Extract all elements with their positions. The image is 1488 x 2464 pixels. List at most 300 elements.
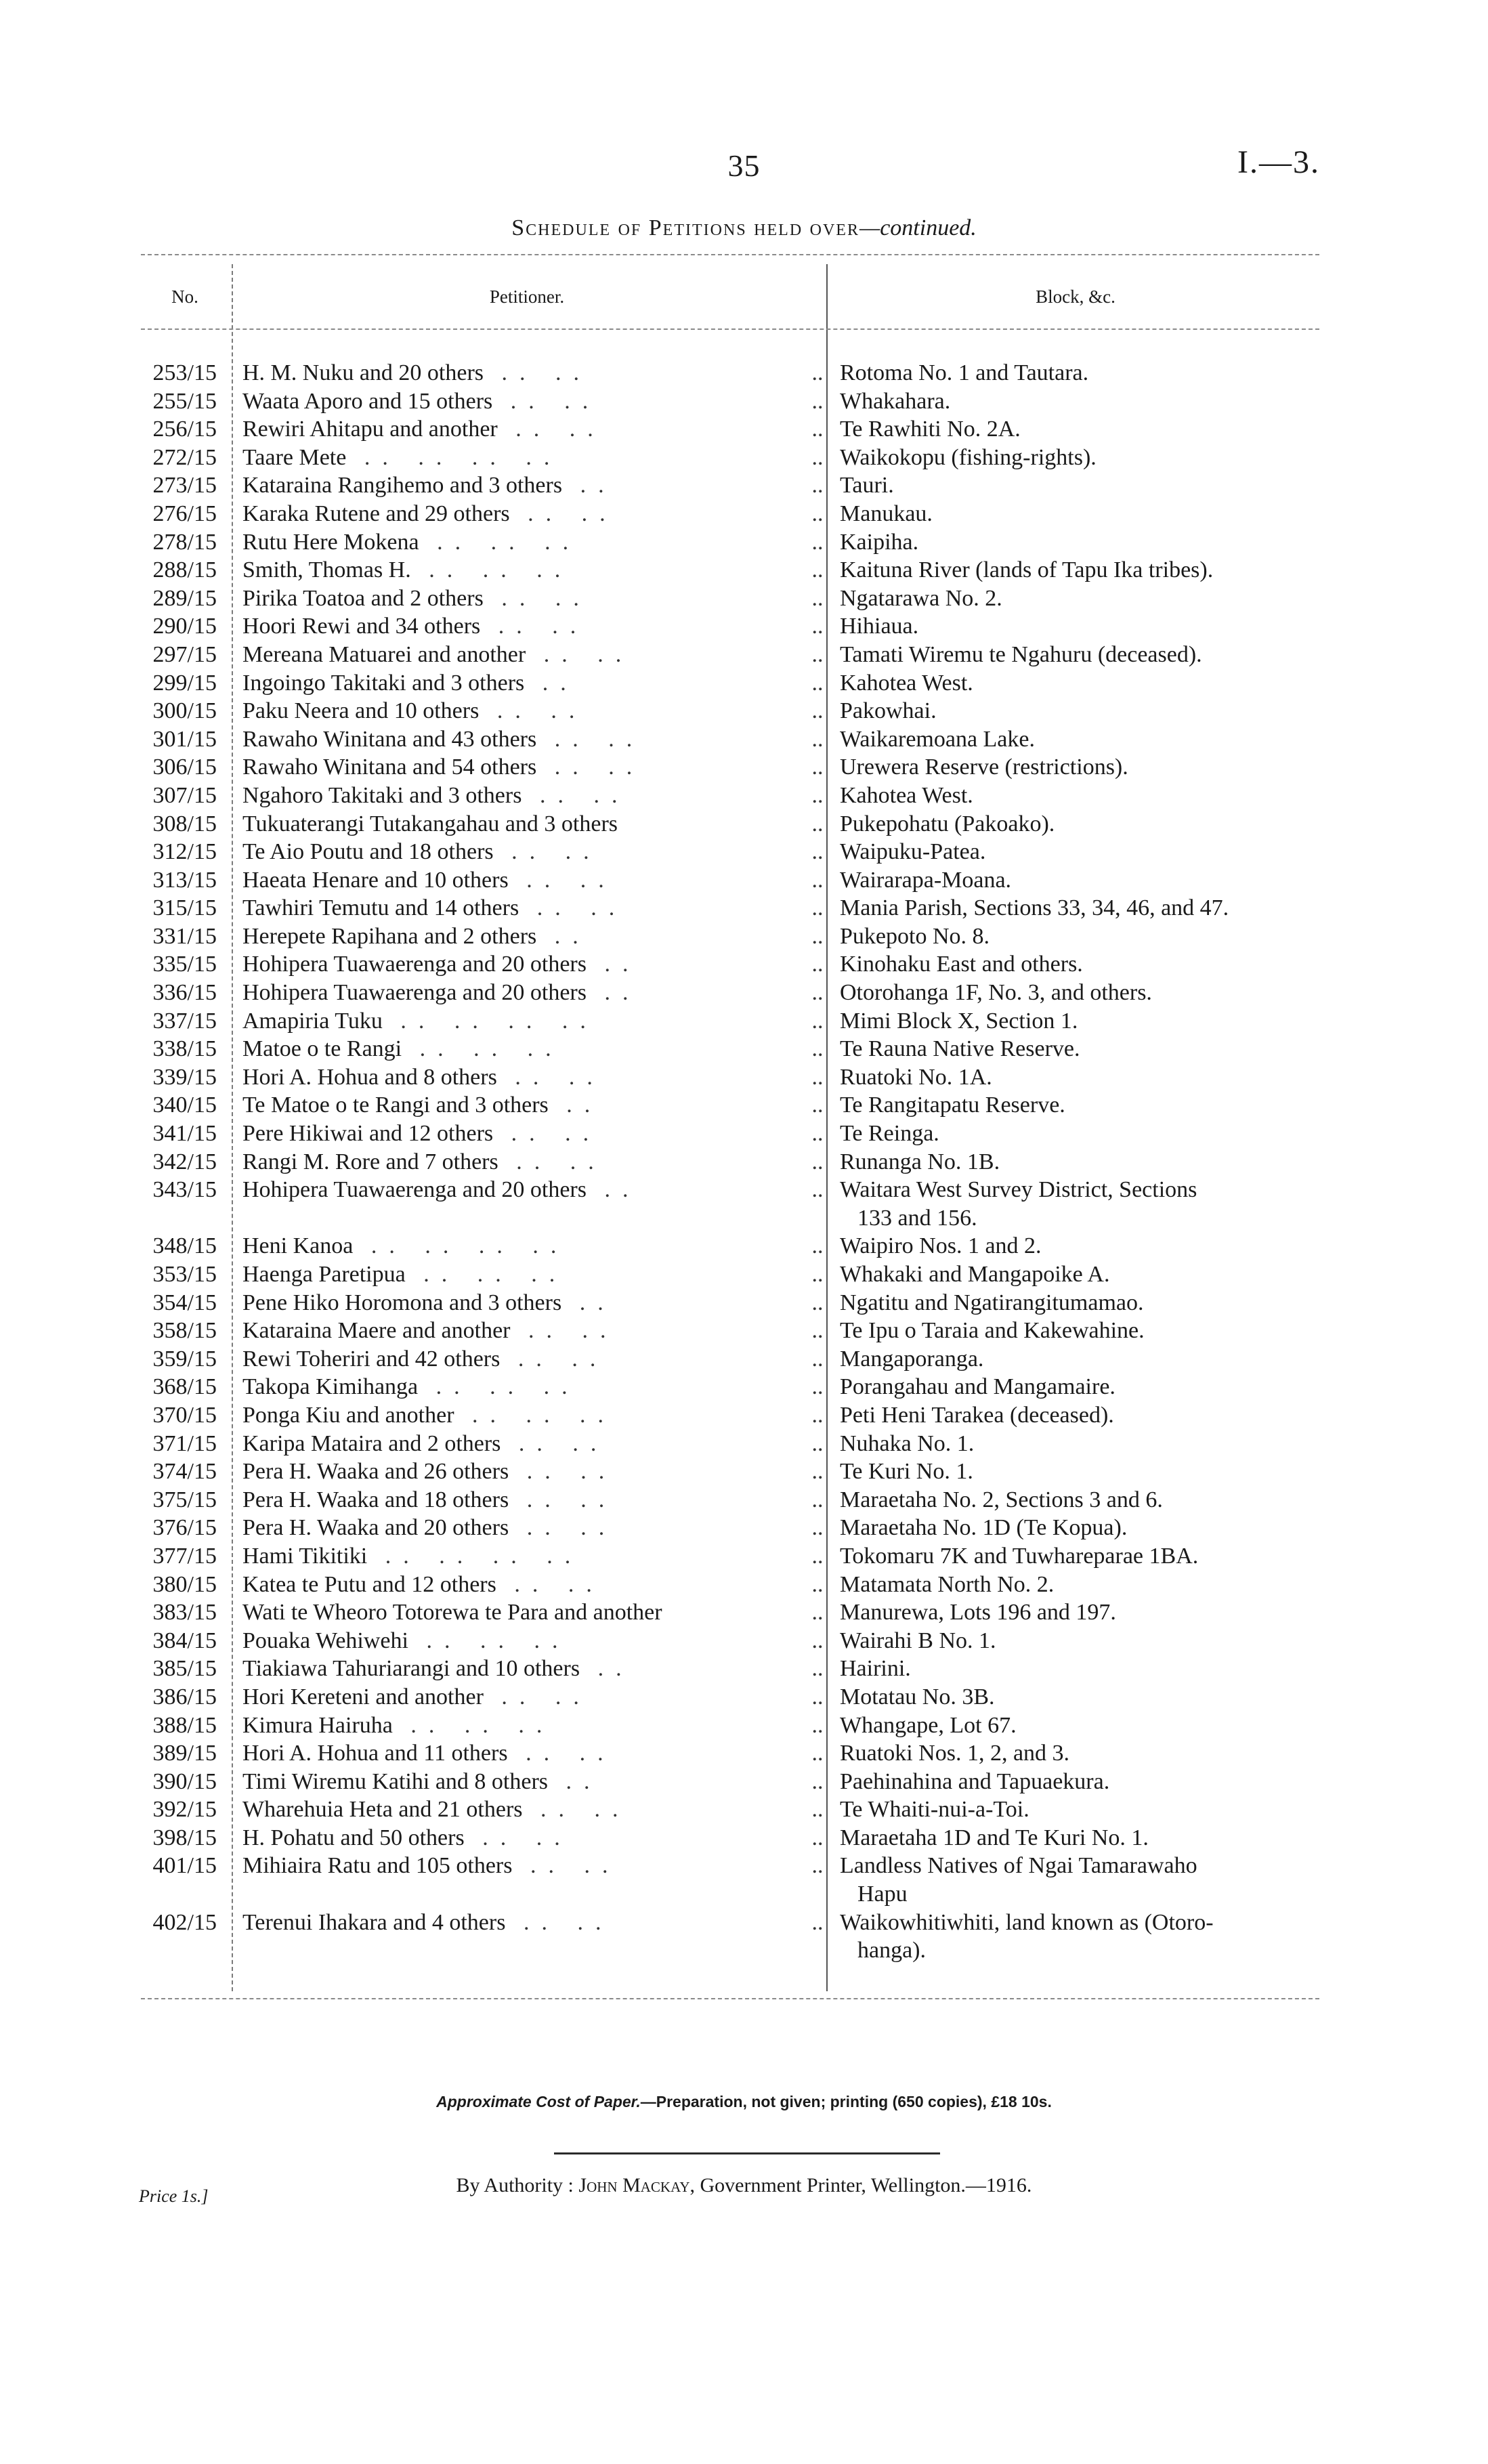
block-description: Tamati Wiremu te Ngahuru (deceased).	[840, 641, 1202, 667]
petitioner-name: Mihiaira Ratu and 105 others	[242, 1853, 513, 1879]
petitioner-name: Pera H. Waaka and 20 others	[242, 1515, 509, 1541]
petition-number: 402/15	[152, 1909, 217, 1935]
table-row	[141, 1909, 1319, 1965]
dot-leaders: .. ..	[493, 839, 601, 865]
petition-number: 384/15	[152, 1628, 217, 1653]
petitioner-name: Smith, Thomas H.	[242, 557, 411, 583]
dot-leaders: .. ..	[509, 1459, 617, 1485]
petitioner-cell	[217, 1514, 809, 1542]
table-row	[141, 1655, 1319, 1683]
dot-leaders: .. ..	[497, 417, 605, 442]
row-dot-leader: ..	[811, 1262, 824, 1287]
petition-number: 371/15	[152, 1430, 217, 1456]
block-cell	[826, 1035, 1332, 1063]
petitioner-cell	[217, 1852, 809, 1908]
row-dot-leader: ..	[811, 1768, 824, 1794]
block-description: Te Ipu o Taraia and Kakewahine.	[840, 1318, 1145, 1344]
block-cell	[826, 1627, 1332, 1655]
row-dot-leader: ..	[811, 1430, 824, 1456]
row-dot-leader: ..	[811, 444, 824, 470]
petitioner-cell	[217, 1345, 809, 1374]
dot-leaders: .. ..	[498, 1149, 606, 1174]
block-description: Whakahara.	[840, 388, 951, 414]
table-row	[141, 1035, 1319, 1063]
petitioner-name: Ngahoro Takitaki and 3 others	[242, 782, 522, 808]
dot-leaders: .. ..	[509, 1487, 617, 1512]
block-cell	[826, 979, 1332, 1007]
petitioner-name: Timi Wiremu Katihi and 8 others	[242, 1768, 548, 1794]
row-dot-leader: ..	[811, 698, 824, 724]
petitioner-name: Waata Aporo and 15 others	[242, 388, 493, 414]
block-cell	[826, 1683, 1332, 1712]
block-description: Pukepohatu (Pakoako).	[840, 811, 1055, 836]
block-cell	[826, 1007, 1332, 1036]
dot-leaders: .. ..	[479, 698, 587, 724]
petition-number: 255/15	[152, 388, 217, 414]
block-cell	[826, 1542, 1332, 1571]
petitioner-cell	[217, 1091, 809, 1120]
block-cell	[826, 1571, 1332, 1599]
block-description: Urewera Reserve (restrictions).	[840, 755, 1128, 780]
block-cell	[826, 415, 1332, 444]
petitioner-cell	[217, 979, 809, 1007]
petition-number: 383/15	[152, 1600, 217, 1626]
block-cell	[826, 1148, 1332, 1176]
petitioner-cell	[217, 1289, 809, 1317]
table-row	[141, 359, 1319, 387]
block-description: Wairarapa-Moana.	[840, 867, 1012, 893]
table-row	[141, 444, 1319, 472]
petition-number: 335/15	[152, 952, 217, 977]
petitioner-name: Tiakiawa Tahuriarangi and 10 others	[242, 1656, 580, 1682]
petition-number: 388/15	[152, 1712, 217, 1738]
petition-number: 380/15	[152, 1571, 217, 1597]
petition-number: 398/15	[152, 1825, 217, 1850]
block-description: Ngatitu and Ngatirangitumamao.	[840, 1290, 1144, 1315]
block-description: Tokomaru 7K and Tuwhareparae 1BA.	[840, 1543, 1199, 1569]
block-cell	[826, 528, 1332, 557]
schedule-title-main: Schedule of Petitions held over	[511, 215, 859, 240]
petition-number: 359/15	[152, 1346, 217, 1372]
block-description: Porangahau and Mangamaire.	[840, 1374, 1115, 1400]
block-cell	[826, 1120, 1332, 1148]
row-dot-leader: ..	[811, 614, 824, 639]
block-description: Mania Parish, Sections 33, 34, 46, and 47.	[840, 895, 1229, 921]
petition-number: 336/15	[152, 980, 217, 1006]
block-description: Nuhaka No. 1.	[840, 1430, 975, 1456]
row-dot-leader: ..	[811, 1656, 824, 1682]
table-row	[141, 922, 1319, 951]
petitioner-cell	[217, 669, 809, 698]
petitioner-name: Pera H. Waaka and 18 others	[242, 1487, 509, 1512]
table-row	[141, 950, 1319, 979]
block-description: Pukepoto No. 8.	[840, 923, 990, 949]
block-cell	[826, 894, 1332, 922]
petitioner-name: Rangi M. Rore and 7 others	[242, 1149, 498, 1174]
petitioner-cell	[217, 359, 809, 387]
petitioner-name: H. M. Nuku and 20 others	[242, 360, 484, 385]
petitioner-name: Katea te Putu and 12 others	[242, 1571, 496, 1597]
petitioner-cell	[217, 1598, 809, 1627]
petition-number: 374/15	[152, 1459, 217, 1485]
petitioner-cell	[217, 894, 809, 922]
petition-number: 272/15	[152, 444, 217, 470]
block-description: Pakowhai.	[840, 698, 937, 724]
petition-number: 289/15	[152, 585, 217, 611]
petitioner-cell	[217, 556, 809, 585]
row-dot-leader: ..	[811, 755, 824, 780]
petitioner-name: Pera H. Waaka and 26 others	[242, 1459, 509, 1485]
petitioner-cell	[217, 612, 809, 641]
row-dot-leader: ..	[811, 360, 824, 385]
petitioner-cell	[217, 1739, 809, 1768]
block-description: Te Whaiti-nui-a-Toi.	[840, 1797, 1029, 1823]
dot-leaders: ..	[580, 1656, 634, 1682]
petitioner-name: Rewiri Ahitapu and another	[242, 417, 498, 442]
petition-number: 276/15	[152, 501, 217, 526]
table-row	[141, 1430, 1319, 1458]
petitioner-name: Kataraina Rangihemo and 3 others	[242, 473, 563, 498]
petitioner-name: Tawhiri Temutu and 14 others	[242, 895, 519, 921]
block-description: Runanga No. 1B.	[840, 1149, 1000, 1174]
column-header-no: No.	[171, 286, 198, 307]
table-row	[141, 387, 1319, 416]
block-description: Hairini.	[840, 1656, 911, 1682]
table-row	[141, 641, 1319, 669]
block-cell	[826, 782, 1332, 810]
block-description: Whakaki and Mangapoike A.	[840, 1262, 1110, 1287]
petitioner-cell	[217, 415, 809, 444]
petition-number: 300/15	[152, 698, 217, 724]
block-description: Maraetaha No. 2, Sections 3 and 6.	[840, 1487, 1163, 1512]
block-cell	[826, 1345, 1332, 1374]
dot-leaders: ..	[586, 952, 641, 977]
petitioner-cell	[217, 471, 809, 500]
table-row	[141, 556, 1319, 585]
block-cell	[826, 585, 1332, 613]
table-row	[141, 585, 1319, 613]
block-cell	[826, 1852, 1332, 1908]
table-row	[141, 979, 1319, 1007]
row-dot-leader: ..	[811, 895, 824, 921]
petitioner-cell	[217, 810, 809, 838]
petitioner-cell	[217, 922, 809, 951]
dot-leaders: .. ..	[496, 1064, 605, 1090]
dot-leaders: .. ..	[501, 1430, 609, 1456]
block-cell	[826, 387, 1332, 416]
row-dot-leader: ..	[811, 501, 824, 526]
table-row	[141, 1683, 1319, 1712]
row-dot-leader: ..	[811, 641, 824, 667]
petitioner-name: Pere Hikiwai and 12 others	[242, 1121, 494, 1147]
block-description: Hihiaua.	[840, 614, 919, 639]
dot-leaders: .. ..	[508, 867, 616, 893]
table-row	[141, 894, 1319, 922]
table-row	[141, 528, 1319, 557]
block-cell	[826, 1373, 1332, 1401]
table-row	[141, 1768, 1319, 1796]
row-dot-leader: ..	[811, 1008, 824, 1034]
block-cell	[826, 1317, 1332, 1345]
printer-imprint	[0, 2174, 1488, 2197]
petitioner-cell	[217, 500, 809, 528]
dot-leaders: .. .. .. ..	[346, 444, 562, 470]
petitioner-cell	[217, 753, 809, 782]
petition-number: 338/15	[152, 1036, 217, 1062]
dot-leaders: .. .. .. ..	[367, 1543, 583, 1569]
row-dot-leader: ..	[811, 1346, 824, 1372]
table-row	[141, 1289, 1319, 1317]
block-cell	[826, 500, 1332, 528]
cost-note-text: —Preparation, not given; printing (650 copies), £18 10s.	[640, 2093, 1052, 2110]
row-dot-leader: ..	[811, 1374, 824, 1400]
block-description: Te Rawhiti No. 2A.	[840, 417, 1021, 442]
block-cell	[826, 697, 1332, 725]
block-description: Paehinahina and Tapuaekura.	[840, 1768, 1110, 1794]
petition-number: 288/15	[152, 557, 217, 583]
block-description: Wairahi B No. 1.	[840, 1628, 996, 1653]
block-description: Maraetaha No. 1D (Te Kopua).	[840, 1515, 1128, 1541]
petition-number: 301/15	[152, 726, 217, 752]
petitioner-name: Hohipera Tuawaerenga and 20 others	[242, 952, 587, 977]
row-dot-leader: ..	[811, 1600, 824, 1626]
block-description: Waitara West Survey District, Sections	[840, 1177, 1197, 1203]
row-dot-leader: ..	[811, 952, 824, 977]
petitioner-cell	[217, 1317, 809, 1345]
row-dot-leader: ..	[811, 1825, 824, 1850]
block-description: Kaipiha.	[840, 529, 919, 555]
row-dot-leader: ..	[811, 839, 824, 865]
block-description: Mangaporanga.	[840, 1346, 984, 1372]
block-cell	[826, 1176, 1332, 1232]
block-description: Te Kuri No. 1.	[840, 1459, 973, 1485]
row-dot-leader: ..	[811, 1712, 824, 1738]
petitioner-name: Rawaho Winitana and 54 others	[242, 755, 537, 780]
petitioner-cell	[217, 697, 809, 725]
petition-number: 389/15	[152, 1741, 217, 1766]
dot-leaders: .. ..	[483, 1684, 591, 1709]
cost-note-lead: Approximate Cost of Paper.	[436, 2093, 641, 2110]
row-dot-leader: ..	[811, 1318, 824, 1344]
block-cell	[826, 1598, 1332, 1627]
block-cell	[826, 556, 1332, 585]
dot-leaders: .. .. ..	[402, 1036, 564, 1062]
row-dot-leader: ..	[811, 1459, 824, 1485]
row-dot-leader: ..	[811, 1290, 824, 1315]
petitioner-name: H. Pohatu and 50 others	[242, 1825, 465, 1850]
row-dot-leader: ..	[811, 1628, 824, 1653]
petitioner-cell	[217, 1486, 809, 1514]
petition-number: 337/15	[152, 1008, 217, 1034]
block-cell	[826, 922, 1332, 951]
dot-leaders: ..	[561, 1290, 616, 1315]
row-dot-leader: ..	[811, 473, 824, 498]
row-dot-leader: ..	[811, 585, 824, 611]
block-cell	[826, 1289, 1332, 1317]
column-header-petitioner: Petitioner.	[489, 286, 565, 307]
table-row	[141, 1458, 1319, 1486]
imprint-printer: John Mackay	[578, 2174, 690, 2196]
block-description: Waikokopu (fishing-rights).	[840, 444, 1097, 470]
table-row	[141, 612, 1319, 641]
petition-number: 315/15	[152, 895, 217, 921]
row-dot-leader: ..	[811, 1909, 824, 1935]
block-description-continued: 133 and 156.	[857, 1205, 977, 1231]
petitioner-cell	[217, 641, 809, 669]
row-dot-leader: ..	[811, 1036, 824, 1062]
petition-number: 306/15	[152, 755, 217, 780]
table-row	[141, 500, 1319, 528]
petition-number: 278/15	[152, 529, 217, 555]
block-cell	[826, 1486, 1332, 1514]
row-dot-leader: ..	[811, 1684, 824, 1709]
petitioner-name: Wati te Wheoro Totorewa te Para and another	[242, 1600, 662, 1626]
block-description: Tauri.	[840, 473, 894, 498]
block-description: Waikowhitiwhiti, land known as (Otoro-	[840, 1909, 1214, 1935]
petition-number: 340/15	[152, 1092, 217, 1118]
block-description: Manukau.	[840, 501, 933, 526]
block-cell	[826, 1655, 1332, 1683]
petitioner-cell	[217, 1458, 809, 1486]
petitioner-cell	[217, 1571, 809, 1599]
dot-leaders: .. ..	[493, 1121, 601, 1147]
column-header-block: Block, &c.	[1036, 286, 1115, 307]
petitioner-name: Te Matoe o te Rangi and 3 others	[242, 1092, 549, 1118]
dot-leaders: .. ..	[522, 782, 630, 808]
dot-leaders: .. .. .. ..	[353, 1233, 569, 1259]
table-row	[141, 1120, 1319, 1148]
petition-number: 358/15	[152, 1318, 217, 1344]
row-dot-leader: ..	[811, 811, 824, 836]
block-description: Otorohanga 1F, No. 3, and others.	[840, 980, 1152, 1006]
table-top-rule	[141, 254, 1319, 255]
petition-number: 392/15	[152, 1797, 217, 1823]
dot-leaders: ..	[548, 1768, 602, 1794]
petitioner-cell	[217, 1768, 809, 1796]
block-description: Te Rauna Native Reserve.	[840, 1036, 1080, 1062]
petitioner-cell	[217, 1712, 809, 1740]
petitioner-cell	[217, 1373, 809, 1401]
dot-leaders: .. .. ..	[418, 1374, 580, 1400]
petition-number: 341/15	[152, 1121, 217, 1147]
row-dot-leader: ..	[811, 1543, 824, 1569]
document-reference: I.—3.	[1237, 144, 1320, 180]
block-cell	[826, 1063, 1332, 1092]
table-row	[141, 866, 1319, 895]
table-row	[141, 1232, 1319, 1260]
block-description: Mimi Block X, Section 1.	[840, 1008, 1078, 1034]
imprint-rule	[554, 2152, 940, 2154]
table-row	[141, 1486, 1319, 1514]
petition-number: 376/15	[152, 1515, 217, 1541]
petition-number: 354/15	[152, 1290, 217, 1315]
block-cell	[826, 810, 1332, 838]
dot-leaders: .. ..	[519, 895, 627, 921]
petition-number: 297/15	[152, 641, 217, 667]
dot-leaders: .. ..	[492, 388, 601, 414]
block-description: Kinohaku East and others.	[840, 952, 1083, 977]
petition-number: 308/15	[152, 811, 217, 836]
schedule-title	[0, 215, 1488, 241]
row-dot-leader: ..	[811, 417, 824, 442]
petitioner-name: Rewi Toheriri and 42 others	[242, 1346, 501, 1372]
petition-number: 256/15	[152, 417, 217, 442]
block-description: Te Rangitapatu Reserve.	[840, 1092, 1065, 1118]
table-row	[141, 1796, 1319, 1824]
petitioner-name: Hohipera Tuawaerenga and 20 others	[242, 980, 587, 1006]
block-description: Ruatoki No. 1A.	[840, 1064, 992, 1090]
petitioner-cell	[217, 1120, 809, 1148]
dot-leaders: .. ..	[526, 641, 634, 667]
block-description: Kaituna River (lands of Tapu Ika tribes).	[840, 557, 1214, 583]
block-description: Manurewa, Lots 196 and 197.	[840, 1600, 1116, 1626]
block-cell	[826, 838, 1332, 866]
row-dot-leader: ..	[811, 1092, 824, 1118]
petitioner-name: Pirika Toatoa and 2 others	[242, 585, 484, 611]
dot-leaders: .. ..	[500, 1346, 608, 1372]
petitioner-name: Takopa Kimihanga	[242, 1374, 419, 1400]
block-description: Kahotea West.	[840, 782, 973, 808]
row-dot-leader: ..	[811, 1487, 824, 1512]
dot-leaders: ..	[562, 473, 616, 498]
petition-number: 377/15	[152, 1543, 217, 1569]
row-dot-leader: ..	[811, 1853, 824, 1879]
block-cell	[826, 444, 1332, 472]
petitioner-name: Haeata Henare and 10 others	[242, 867, 509, 893]
block-cell	[826, 1430, 1332, 1458]
petitioner-cell	[217, 1401, 809, 1430]
table-row	[141, 1148, 1319, 1176]
block-description: Landless Natives of Ngai Tamarawaho	[840, 1853, 1197, 1879]
table-row	[141, 1824, 1319, 1852]
petitioner-name: Herepete Rapihana and 2 others	[242, 923, 537, 949]
petitioner-name: Hoori Rewi and 34 others	[242, 614, 481, 639]
dot-leaders: .. ..	[507, 1741, 616, 1766]
dot-leaders: .. .. ..	[454, 1402, 616, 1428]
petitioner-name: Amapiria Tuku	[242, 1008, 383, 1034]
dot-leaders: .. .. ..	[408, 1628, 570, 1653]
petitioner-cell	[217, 444, 809, 472]
table-row	[141, 1598, 1319, 1627]
petitioner-cell	[217, 1824, 809, 1852]
table-row	[141, 753, 1319, 782]
table-row	[141, 838, 1319, 866]
block-cell	[826, 641, 1332, 669]
row-dot-leader: ..	[811, 1177, 824, 1203]
petitioner-name: Wharehuia Heta and 21 others	[242, 1797, 523, 1823]
petitioner-cell	[217, 1627, 809, 1655]
row-dot-leader: ..	[811, 1571, 824, 1597]
row-dot-leader: ..	[811, 1402, 824, 1428]
petitioner-cell	[217, 1176, 809, 1232]
dot-leaders: ..	[536, 923, 591, 949]
petition-number: 307/15	[152, 782, 217, 808]
block-description: Waipuku-Patea.	[840, 839, 986, 865]
table-header	[141, 261, 1319, 315]
dot-leaders: .. .. ..	[410, 557, 573, 583]
petitioner-name: Pouaka Wehiwehi	[242, 1628, 408, 1653]
petitioner-cell	[217, 838, 809, 866]
row-dot-leader: ..	[811, 782, 824, 808]
block-cell	[826, 1401, 1332, 1430]
dot-leaders: .. .. ..	[405, 1262, 568, 1287]
block-cell	[826, 753, 1332, 782]
dot-leaders: .. ..	[509, 501, 618, 526]
approximate-cost-note	[0, 2093, 1488, 2111]
block-description: Maraetaha 1D and Te Kuri No. 1.	[840, 1825, 1149, 1850]
petition-number: 368/15	[152, 1374, 217, 1400]
petition-number: 390/15	[152, 1768, 217, 1794]
